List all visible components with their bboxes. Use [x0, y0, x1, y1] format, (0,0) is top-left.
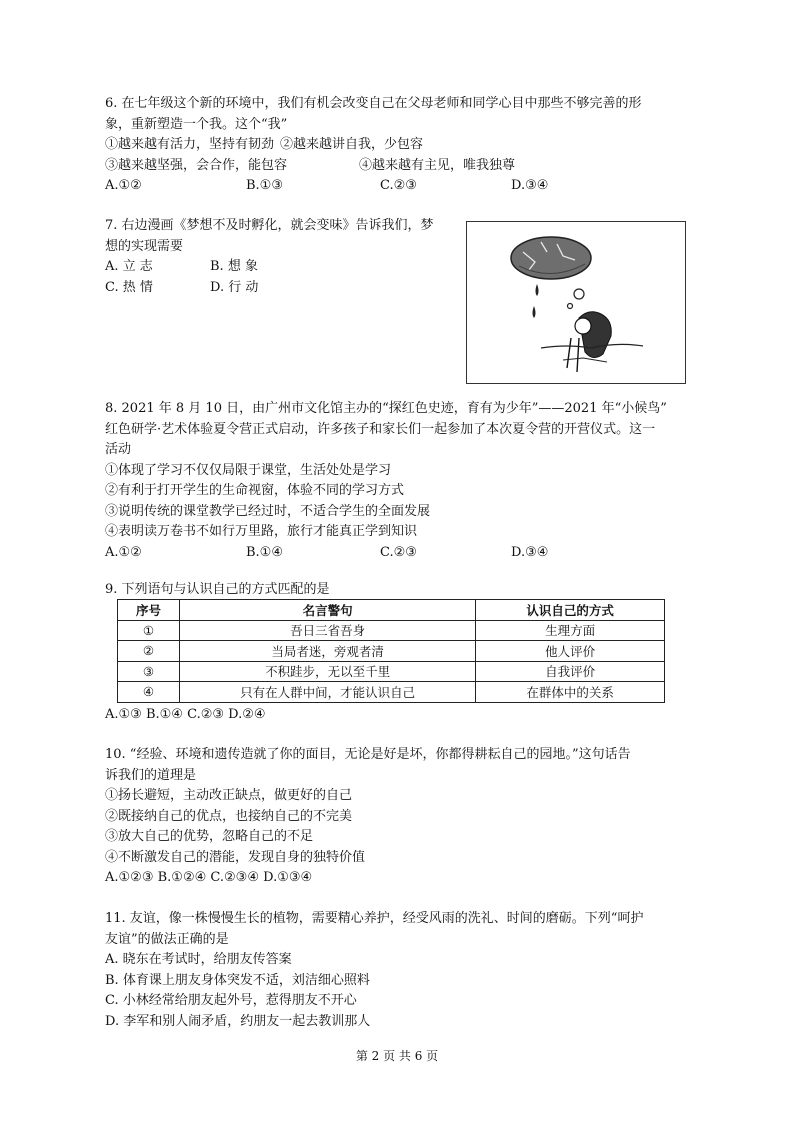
q7-stem-line-2: 想的实现需要 [105, 238, 184, 254]
table-row [118, 661, 665, 682]
row-4-method: 在群体中的关系 [476, 682, 665, 703]
row-1-index: ① [118, 620, 180, 641]
q10-statement-3: ③放大自己的优势，忽略自己的不足 [105, 829, 314, 844]
question-11 [105, 909, 643, 1032]
question-6 [105, 94, 642, 197]
q6-option-a: A.①② [105, 178, 142, 193]
row-4-index: ④ [118, 682, 180, 703]
cracked-egg-shape [511, 237, 591, 279]
question-8 [105, 399, 667, 563]
q8-options [105, 543, 667, 564]
q10-stem-line-2: 诉我们的道理是 [105, 767, 197, 783]
q11-stem-line-1: 11. 友谊，像一株慢慢生长的植物，需要精心养护，经受风雨的洗礼、时间的磨砺。下列“呵护 [105, 911, 644, 926]
q7-option-b: B. 想 象 [210, 259, 258, 274]
q8-option-b: B.①④ [246, 544, 283, 560]
q8-option-d: D.③④ [511, 544, 549, 560]
q6-statements-row-2 [105, 156, 642, 177]
row-2-quote: 当局者迷，旁观者清 [179, 641, 475, 662]
q7-cartoon-image [466, 221, 686, 384]
page-footer: 第 2 页 共 6 页 [355, 1049, 439, 1063]
q8-statement-4: ④表明读万卷书不如行万里路，旅行才能真正学到知识 [105, 524, 418, 539]
q6-option-d: D.③④ [511, 178, 549, 193]
q6-stem-line-2: 象，重新塑造一个我。这个“我” [105, 116, 288, 132]
q7-stem-line-1: 7. 右边漫画《梦想不及时孵化，就会变味》告诉我们，梦 [105, 218, 434, 233]
q11-option-a: A. 晓东在考试时，给朋友传答案 [105, 952, 292, 967]
header-method: 认识自己的方式 [476, 600, 665, 621]
row-2-index: ② [118, 641, 180, 662]
q8-option-c: C.②③ [380, 544, 417, 560]
question-7 [105, 216, 434, 298]
q9-table [117, 599, 665, 703]
q6-option-b: B.①③ [246, 178, 283, 193]
q9-options [105, 705, 266, 726]
q6-options [105, 176, 642, 197]
q6-statements-row-1 [105, 135, 642, 156]
q11-option-d: D. 李军和别人闹矛盾，约朋友一起去教训那人 [105, 1013, 371, 1029]
q8-option-a: A.①② [105, 544, 142, 560]
question-10 [105, 745, 631, 889]
q6-statement-4: ④越来越有主见，唯我独尊 [359, 157, 516, 173]
cartoon-drawing [467, 222, 685, 383]
q11-option-b: B. 体育课上朋友身体突发不适，刘洁细心照料 [105, 972, 370, 988]
q9-stem: 9. 下列语句与认识自己的方式匹配的是 [105, 582, 330, 597]
row-1-method: 生理方面 [476, 620, 665, 641]
q7-options-row-2 [105, 278, 434, 299]
q11-stem-line-2: 友谊”的做法正确的是 [105, 931, 229, 947]
q10-statement-2: ②既接纳自己的优点，也接纳自己的不完美 [105, 808, 353, 824]
q10-options: A.①②③ B.①②④ C.②③④ D.①③④ [105, 870, 313, 885]
question-9 [105, 580, 330, 601]
q7-options-row-1 [105, 257, 434, 278]
q8-stem-line-1: 8. 2021 年 8 月 10 日，由广州市文化馆主办的“探红色史迹，育有为少年”——2021 年“小候鸟” [105, 401, 667, 416]
q7-option-d: D. 行 动 [210, 279, 259, 295]
row-3-quote: 不积跬步，无以至千里 [179, 661, 475, 682]
q6-statement-1: ①越来越有活力，坚持有韧劲 [105, 137, 275, 152]
q8-stem-line-3: 活动 [105, 442, 132, 457]
table-row [118, 682, 665, 703]
q8-statement-3: ③说明传统的课堂教学已经过时，不适合学生的全面发展 [105, 503, 431, 519]
q10-statement-1: ①扬长避短，主动改正缺点，做更好的自己 [105, 788, 353, 803]
q7-option-a: A. 立 志 [105, 259, 153, 274]
q11-option-c: C. 小林经常给朋友起外号，惹得朋友不开心 [105, 993, 357, 1008]
q6-stem-line-1: 6. 在七年级这个新的环境中，我们有机会改变自己在父母老师和同学心目中那些不够完善的形 [105, 96, 642, 111]
q10-stem-line-1: 10. “经验、环境和遗传造就了你的面目，无论是好是坏，你都得耕耘自己的园地。”这句话告 [105, 747, 631, 762]
table-row [118, 620, 665, 641]
q7-option-c: C. 热 情 [105, 279, 153, 295]
q8-stem-line-2: 红色研学·艺术体验夏令营正式启动，许多孩子和家长们一起参加了本次夏令营的开营仪式。这一 [105, 421, 656, 437]
q8-statement-1: ①体现了学习不仅仅局限于课堂，生活处处是学习 [105, 462, 392, 478]
header-index: 序号 [118, 600, 180, 621]
q8-statement-2: ②有利于打开学生的生命视窗，体验不同的学习方式 [105, 483, 405, 498]
drip-shape [536, 284, 539, 296]
q6-statement-2: ②越来越讲自我，少包容 [280, 137, 424, 152]
row-3-index: ③ [118, 661, 180, 682]
table-row [118, 641, 665, 662]
row-4-quote: 只有在人群中间，才能认识自己 [179, 682, 475, 703]
q6-option-c: C.②③ [380, 178, 417, 193]
q6-statement-3: ③越来越坚强，会合作，能包容 [105, 157, 288, 173]
q9-options-line: A.①③ B.①④ C.②③ D.②④ [105, 707, 266, 722]
row-3-method: 自我评价 [476, 661, 665, 682]
table-header-row [118, 600, 665, 621]
header-quote: 名言警句 [179, 600, 475, 621]
q10-statement-4: ④不断激发自己的潜能，发现自身的独特价值 [105, 849, 366, 865]
row-1-quote: 吾日三省吾身 [179, 620, 475, 641]
row-2-method: 他人评价 [476, 641, 665, 662]
